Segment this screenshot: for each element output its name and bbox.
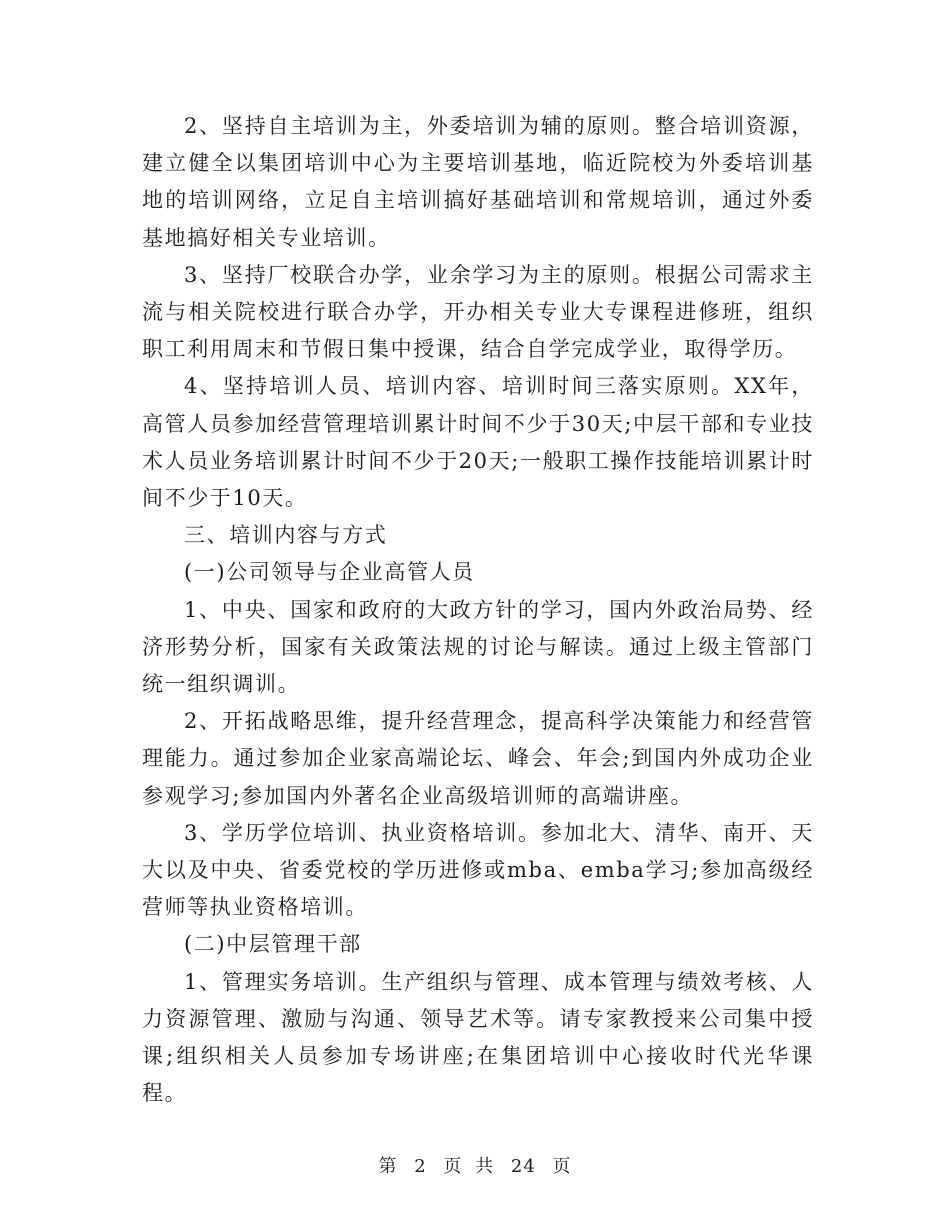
footer-total-pages: 24: [510, 1156, 536, 1177]
paragraph-principle-4: 4、坚持培训人员、培训内容、培训时间三落实原则。XX年，高管人员参加经营管理培训累计时间不少于30天;中层干部和专业技术人员业务培训累计时间不少于20天;一般职工操作技能培训累计时间不少于10天。: [142, 374, 814, 511]
paragraph-principle-3: 3、坚持厂校联合办学，业余学习为主的原则。根据公司需求主流与相关院校进行联合办学，开办相关专业大专课程进修班，组织职工利用周末和节假日集中授课，结合自学完成学业，取得学历。: [142, 262, 814, 362]
document-body: [142, 108, 814, 1112]
section-heading-training-content: 三、培训内容与方式: [184, 523, 388, 548]
footer-suffix: 页: [552, 1156, 572, 1177]
paragraph-middle-item-1: 1、管理实务培训。生产组织与管理、成本管理与绩效考核、人力资源管理、激励与沟通、领导艺术等。请专家教授来公司集中授课;组织相关人员参加专场讲座;在集团培训中心接收时代光华课程。: [142, 969, 814, 1106]
paragraph-principle-2: 2、坚持自主培训为主，外委培训为辅的原则。整合培训资源，建立健全以集团培训中心为主要培训基地，临近院校为外委培训基地的培训网络，立足自主培训搞好基础培训和常规培训，通过外委基地搞好相关专业培训。: [142, 114, 814, 250]
footer-middle: 页 共: [443, 1156, 495, 1177]
subsection-heading-senior-management: (一)公司领导与企业高管人员: [184, 560, 475, 585]
footer-current-page: 2: [414, 1156, 427, 1177]
page-footer: [0, 1152, 950, 1178]
paragraph-senior-item-1: 1、中央、国家和政府的大政方针的学习，国内外政治局势、经济形势分析，国家有关政策法规的讨论与解读。通过上级主管部门统一组织调训。: [142, 597, 814, 697]
paragraph-senior-item-2: 2、开拓战略思维，提升经营理念，提高科学决策能力和经营管理能力。通过参加企业家高端论坛、峰会、年会;到国内外成功企业参观学习;参加国内外著名企业高级培训师的高端讲座。: [142, 709, 814, 808]
footer-prefix: 第: [378, 1156, 398, 1177]
paragraph-senior-item-3: 3、学历学位培训、执业资格培训。参加北大、清华、南开、天大以及中央、省委党校的学历进修或mba、emba学习;参加高级经营师等执业资格培训。: [142, 820, 814, 920]
subsection-heading-middle-management: (二)中层管理干部: [184, 932, 362, 957]
